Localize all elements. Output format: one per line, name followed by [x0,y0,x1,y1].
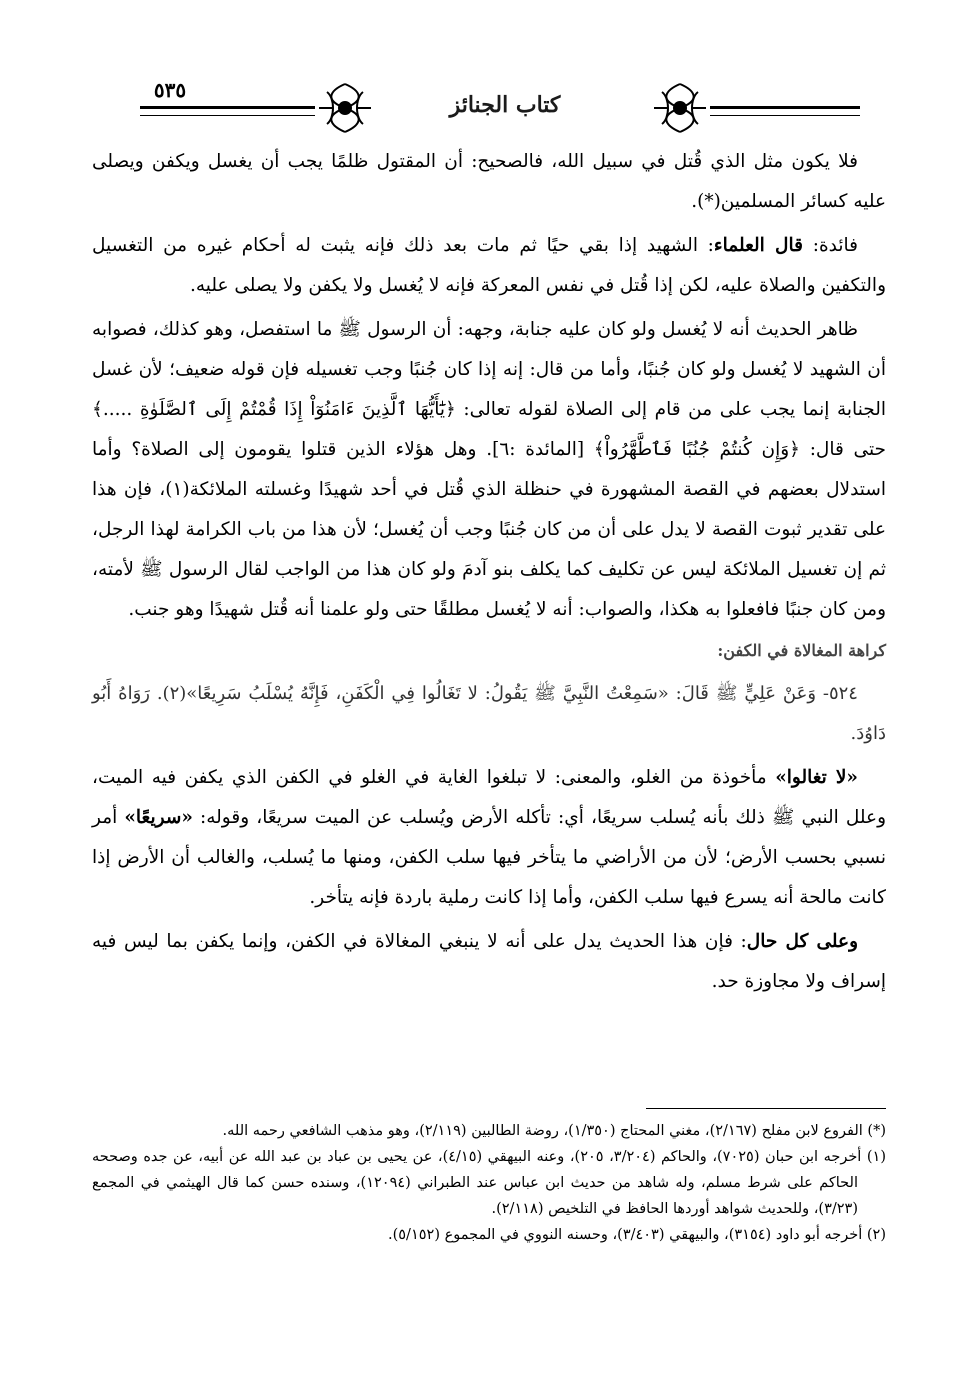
text-run: : فإن هذا الحديث يدل على أنه لا ينبغي المغالاة في الكفن، وإنما يكفن بما ليس فيه إسراف ولا مجاوزة حد. [92,931,886,992]
paragraph-p2 [92,226,886,306]
text-run: ظاهر الحديث أنه لا يُغسل ولو كان عليه جنابة، وجهه: أن الرسول ﷺ ما استفصل، وهو كذلك، فصوابه أن الشهيد لا يُغسل ولو كان جُنبًا، وأما من قال: إنه إذا كان جُنبًا وجب تغسيله فإن قوله ضعيف؛ لأن غسل الجنابة إنما يجب على من قام إلى الصلاة لقوله تعالى: ﴿يَٰٓأَيُّهَا ٱلَّذِينَ ءَامَنُوٓاْ إِذَا قُمْتُمْ إِلَى ٱلصَّلَوٰةِ .....﴾ حتى قال: ﴿وَإِن كُنتُمْ جُنُبًا فَٱطَّهَّرُواْ﴾ [المائدة :٦]. وهل هؤلاء الذين قتلوا يقومون إلى الصلاة؟ وأما استدلال بعضهم في القصة المشهورة في حنظلة الذي قُتل في أحد شهيدًا وغسلته الملائكة(١)، فإن هذا على تقدير ثبوت القصة لا يدل على أن من كان جُنبًا وجب أن يُغسل؛ لأن هذا من باب الكرامة لهذا الرجل، ثم إن تغسيل الملائكة ليس عن تكليف كما يكلف بنو آدمَ ولو كان هذا من الواجب لقال الرسول ﷺ لأمته، ومن كان جنبًا فافعلوا به هكذا، والصواب: أنه لا يُغسل مطلقًا حتى ولو علمنا أنه قُتل شهيدًا وهو جنب. [92,319,887,620]
ornament-left-icon [315,80,375,136]
footnotes [92,1118,886,1248]
ornament-right-icon [650,80,710,136]
page-header [140,78,860,138]
text-run: فلا يكون مثل الذي قُتل في سبيل الله، فالصحيح: أن المقتول ظلمًا يجب أن يغسل ويكفن ويصلى عليه كسائر المسلمين(*). [92,151,886,212]
paragraph-group-2 [92,758,886,1002]
text-run: أمر نسبي بحسب الأرض؛ لأن من الأراضي ما يتأخر فيها سلب الكفن، ومنها ما يُسلب، والغالب أن الأرض إذا كانت مالحة أنه يسرع فيها سلب الكفن، وأما إذا كانت رملية باردة فإنه يتأخر. [92,807,886,908]
footnote-item: (٢) أخرجه أبو داود (٣١٥٤)، والبيهقي (٣/٤٠٣)، وحسنه النووي في المجموع (٥/١٥٢). [387,1227,886,1243]
paragraph-p4 [92,758,886,918]
text-run: مأخوذة من الغلو، والمعنى: لا تبلغوا الغاية في الغلو في الكفن الذي يكفن فيه الميت، وعلل النبي ﷺ ذلك بأنه يُسلب سريعًا، أي: تأكله الأرض ويُسلب عن الميت سريعًا، وقوله: [92,767,887,828]
footnote-item: (*) الفروع لابن مفلح (٢/١٦٧)، مغني المحتاج (١/٣٥٠)، روضة الطالبين (٢/١١٩)، وهو مذهب الشافعي رحمه الله. [222,1123,886,1139]
bold-term: قال العلماء [713,235,803,256]
paragraph-p1 [92,142,886,222]
main-text [92,142,886,1006]
paragraph-p5 [92,922,886,1002]
bold-term: وعلى كل حال [746,931,859,952]
page-number: ٥٣٥ [153,78,187,102]
section-heading: كراهة المغالاة في الكفن: [717,641,886,660]
hadith-text: ٥٢٤- وَعَنْ عَلِيٍّ ﷺ قَالَ: «سَمِعْتُ النَّبِيَّ ﷺ يَقُولُ: لا تَغَالُوا فِي الْكَفَنِ، فَإِنَّهُ يُسْلَبُ سَرِيعًا»(٢). رَوَاهُ أَبُو دَاوُدَ. [92,683,886,744]
text-run: : الشهيد إذا بقي حيًا ثم مات بعد ذلك فإنه يثبت له أحكام غيره من التغسيل والتكفين والصلاة عليه، لكن إذا قُتل في نفس المعركة فإنه لا يُغسل ولا يكفن ولا يصلى عليه. [92,235,886,296]
footnote-divider [646,1108,886,1109]
paragraph-group-1 [92,142,886,630]
paragraph-p3 [92,310,886,630]
footnote-item: (١) أخرجه ابن حبان (٧٠٢٥)، والحاكم (٣/٢٠٤، ٢٠٥)، وعنه البيهقي (٤/١٥)، عن يحيى بن عباد بن عبد الله عن أبيه، عن جده وصححه الحاكم على شرط مسلم، وله شاهد من حديث ابن عباس عند الطبراني (١٢٠٩٤)، وسنده حسن كما قال الهيثمي في المجمع (٣/٢٣)، وللحديث شواهد أوردها الحافظ في التلخيص (٢/١١٨). [92,1149,886,1217]
bold-term: «سريعًا» [124,807,193,828]
header-rule-left [140,106,315,116]
bold-term: «لا تغالوا» [775,767,858,788]
running-title: كتاب الجنائز [449,92,561,118]
text-run: فائدة: [802,235,858,256]
header-rule-right [710,106,860,116]
